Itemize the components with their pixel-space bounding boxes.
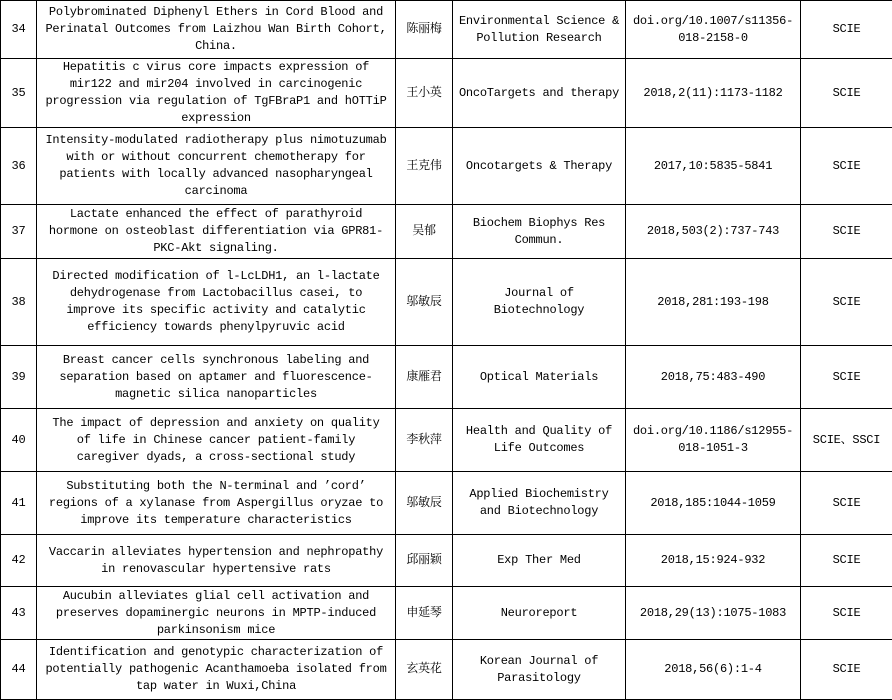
table-row	[1, 535, 892, 587]
journal-cell: Korean Journal of Parasitology	[453, 640, 626, 700]
citation-cell: 2018,75:483-490	[626, 346, 801, 409]
table-row	[1, 640, 892, 700]
row-number-cell: 43	[1, 587, 37, 640]
author-cell: 陈丽梅	[396, 1, 453, 59]
index-cell: SCIE	[801, 1, 892, 59]
journal-cell: Oncotargets & Therapy	[453, 128, 626, 205]
title-cell: Polybrominated Diphenyl Ethers in Cord Blood and Perinatal Outcomes from Laizhou Wan Birth Cohort, China.	[37, 1, 396, 59]
title-cell: Intensity-modulated radiotherapy plus nimotuzumab with or without concurrent chemotherapy for patients with locally advanced nasopharyngeal carcinoma	[37, 128, 396, 205]
index-cell: SCIE	[801, 259, 892, 346]
index-cell: SCIE	[801, 205, 892, 259]
title-cell: Substituting both the N-terminal and ’cord’ regions of a xylanase from Aspergillus oryzae to improve its temperature characteristics	[37, 472, 396, 535]
title-cell: Vaccarin alleviates hypertension and nephropathy in renovascular hypertensive rats	[37, 535, 396, 587]
author-cell: 吴郁	[396, 205, 453, 259]
title-cell: The impact of depression and anxiety on quality of life in Chinese cancer patient-family caregiver dyads, a cross-sectional study	[37, 409, 396, 472]
row-number-cell: 34	[1, 1, 37, 59]
row-number-cell: 39	[1, 346, 37, 409]
author-cell: 邬敏辰	[396, 259, 453, 346]
index-cell: SCIE	[801, 128, 892, 205]
index-cell: SCIE	[801, 587, 892, 640]
row-number-cell: 42	[1, 535, 37, 587]
journal-cell: Neuroreport	[453, 587, 626, 640]
index-cell: SCIE、SSCI	[801, 409, 892, 472]
citation-cell: 2018,15:924-932	[626, 535, 801, 587]
index-cell: SCIE	[801, 59, 892, 128]
row-number-cell: 37	[1, 205, 37, 259]
author-cell: 王小英	[396, 59, 453, 128]
row-number-cell: 36	[1, 128, 37, 205]
table-row	[1, 587, 892, 640]
title-cell: Breast cancer cells synchronous labeling and separation based on aptamer and fluorescence-magnetic silica nanoparticles	[37, 346, 396, 409]
journal-cell: Health and Quality of Life Outcomes	[453, 409, 626, 472]
journal-cell: Applied Biochemistry and Biotechnology	[453, 472, 626, 535]
author-cell: 王克伟	[396, 128, 453, 205]
table-row	[1, 59, 892, 128]
row-number-cell: 41	[1, 472, 37, 535]
title-cell: Lactate enhanced the effect of parathyroid hormone on osteoblast differentiation via GPR81-PKC-Akt signaling.	[37, 205, 396, 259]
row-number-cell: 38	[1, 259, 37, 346]
citation-cell: 2018,503(2):737-743	[626, 205, 801, 259]
journal-cell: Biochem Biophys Res Commun.	[453, 205, 626, 259]
publications-table-body	[1, 1, 892, 700]
author-cell: 玄英花	[396, 640, 453, 700]
table-row	[1, 205, 892, 259]
citation-cell: 2018,29(13):1075-1083	[626, 587, 801, 640]
table-row	[1, 346, 892, 409]
index-cell: SCIE	[801, 535, 892, 587]
row-number-cell: 40	[1, 409, 37, 472]
row-number-cell: 35	[1, 59, 37, 128]
citation-cell: 2018,56(6):1-4	[626, 640, 801, 700]
citation-cell: doi.org/10.1186/s12955-018-1051-3	[626, 409, 801, 472]
title-cell: Directed modification of l-LcLDH1, an l-lactate dehydrogenase from Lactobacillus casei, to improve its specific activity and catalytic efficiency towards phenylpyruvic acid	[37, 259, 396, 346]
table-row	[1, 472, 892, 535]
table-row	[1, 1, 892, 59]
title-cell: Identification and genotypic characterization of potentially pathogenic Acanthamoeba isolated from tap water in Wuxi,China	[37, 640, 396, 700]
author-cell: 康雁君	[396, 346, 453, 409]
table-row	[1, 259, 892, 346]
journal-cell: OncoTargets and therapy	[453, 59, 626, 128]
citation-cell: 2018,2(11):1173-1182	[626, 59, 801, 128]
row-number-cell: 44	[1, 640, 37, 700]
journal-cell: Environmental Science & Pollution Research	[453, 1, 626, 59]
author-cell: 邱丽颖	[396, 535, 453, 587]
author-cell: 邬敏辰	[396, 472, 453, 535]
table-row	[1, 128, 892, 205]
title-cell: Hepatitis c virus core impacts expression of mir122 and mir204 involved in carcinogenic progression via regulation of TgFBraP1 and hOTTiP expression	[37, 59, 396, 128]
citation-cell: 2018,185:1044-1059	[626, 472, 801, 535]
author-cell: 李秋萍	[396, 409, 453, 472]
journal-cell: Optical Materials	[453, 346, 626, 409]
citation-cell: doi.org/10.1007/s11356-018-2158-0	[626, 1, 801, 59]
citation-cell: 2018,281:193-198	[626, 259, 801, 346]
citation-cell: 2017,10:5835-5841	[626, 128, 801, 205]
journal-cell: Exp Ther Med	[453, 535, 626, 587]
index-cell: SCIE	[801, 346, 892, 409]
index-cell: SCIE	[801, 472, 892, 535]
table-row	[1, 409, 892, 472]
index-cell: SCIE	[801, 640, 892, 700]
journal-cell: Journal of Biotechnology	[453, 259, 626, 346]
title-cell: Aucubin alleviates glial cell activation and preserves dopaminergic neurons in MPTP-induced parkinsonism mice	[37, 587, 396, 640]
author-cell: 申延琴	[396, 587, 453, 640]
